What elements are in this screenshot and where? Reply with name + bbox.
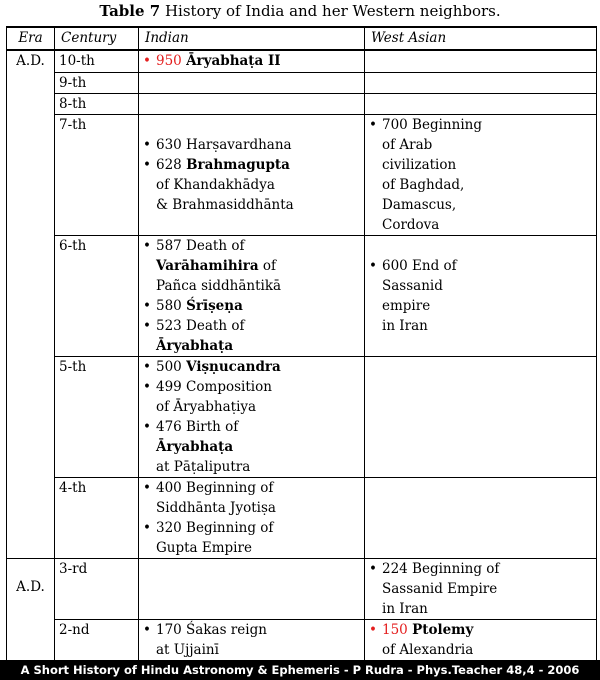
bullet-icon: • [369, 560, 377, 577]
era-cell-top [7, 50, 55, 558]
era-cell-bottom [7, 558, 55, 663]
event-year: 580 [156, 297, 182, 314]
bullet-icon: • [143, 317, 151, 334]
bullet-icon: • [143, 418, 151, 435]
list-item [143, 377, 360, 397]
table-row [7, 619, 597, 663]
table-label: Table 7 [99, 2, 161, 20]
table-row [7, 477, 597, 558]
bullet-icon: • [143, 621, 151, 638]
indian-cell [139, 50, 365, 72]
person-name: Ptolemy [412, 621, 474, 638]
event-text: of [262, 257, 277, 274]
table-row [7, 93, 597, 114]
indian-cell [139, 356, 365, 477]
event-detail: of Alexandria [382, 641, 474, 658]
event-detail: Pañca siddhāntikā [156, 277, 282, 294]
west-cell [365, 93, 597, 114]
list-item [143, 417, 360, 437]
century-cell: 2-nd [55, 619, 139, 663]
bullet-icon: • [143, 519, 151, 536]
indian-cell [139, 235, 365, 356]
list-item [143, 478, 360, 498]
event-detail: of Āryabhaṭiya [156, 398, 257, 415]
event-text: 476 Birth of [156, 418, 239, 435]
century-cell: 10-th [55, 50, 139, 72]
west-cell [365, 619, 597, 663]
bullet-icon: • [369, 257, 377, 274]
indian-cell [139, 93, 365, 114]
history-table [6, 26, 597, 664]
bullet-icon: • [143, 156, 151, 173]
table-title [0, 2, 600, 20]
century-cell: 9-th [55, 72, 139, 93]
person-name: Āryabhaṭa [156, 438, 234, 455]
century-cell: 8-th [55, 93, 139, 114]
event-detail: Sassanid Empire [382, 580, 498, 597]
list-item [143, 296, 360, 316]
header-west-asian: West Asian [365, 27, 597, 50]
event-year: 950 [156, 53, 182, 69]
person-name: Varāhamihira [156, 257, 259, 274]
footer-citation: A Short History of Hindu Astronomy & Ephemeris - P Rudra - Phys.Teacher 48,4 - 2006 [0, 660, 600, 680]
table-row [7, 50, 597, 72]
event-text: 170 Śakas reign [156, 621, 267, 638]
bullet-icon: • [369, 621, 377, 638]
header-row [7, 27, 597, 50]
person-name: Āryabhaṭa II [186, 53, 281, 69]
bullet-icon: • [143, 297, 151, 314]
event-text: 587 Death of [156, 237, 245, 254]
person-name: Viṣṇucandra [186, 358, 281, 375]
event-year: 150 [382, 621, 408, 638]
indian-cell [139, 114, 365, 235]
bullet-icon: • [143, 53, 151, 69]
list-item [143, 316, 360, 336]
list-item [369, 115, 592, 135]
table-row [7, 114, 597, 235]
century-cell: 5-th [55, 356, 139, 477]
west-cell [365, 114, 597, 235]
event-detail: in Iran [382, 600, 428, 617]
table-caption: History of India and her Western neighbors. [164, 2, 501, 20]
indian-cell [139, 477, 365, 558]
event-text: 320 Beginning of [156, 519, 274, 536]
indian-cell [139, 558, 365, 619]
person-name: Āryabhaṭa [156, 337, 234, 354]
event-text: 400 Beginning of [156, 479, 274, 496]
list-item [143, 357, 360, 377]
event-detail: & Brahmasiddhānta [156, 196, 294, 213]
era-label: A.D. [16, 578, 45, 595]
event-year: 500 [156, 358, 182, 375]
event-detail: at Pāṭaliputra [156, 458, 251, 475]
list-item [369, 620, 592, 640]
event-detail: Cordova [382, 216, 440, 233]
event-detail: Damascus, [382, 196, 457, 213]
event-detail: in Iran [382, 317, 428, 334]
west-cell [365, 356, 597, 477]
event-detail: Siddhānta Jyotiṣa [156, 499, 276, 516]
indian-cell [139, 619, 365, 663]
event-text: 224 Beginning of [382, 560, 500, 577]
event-detail: Sassanid [382, 277, 443, 294]
west-cell [365, 235, 597, 356]
person-name: Śrīṣeṇa [186, 297, 243, 314]
bullet-icon: • [143, 378, 151, 395]
event-text: 523 Death of [156, 317, 245, 334]
event-detail: civilization [382, 156, 457, 173]
west-cell [365, 558, 597, 619]
event-detail: of Baghdad, [382, 176, 465, 193]
event-detail: of Arab [382, 136, 433, 153]
list-item [143, 620, 360, 640]
event-detail: empire [382, 297, 431, 314]
bullet-icon: • [143, 358, 151, 375]
event-detail: at Ujjainī [156, 641, 219, 658]
century-cell: 3-rd [55, 558, 139, 619]
table-row [7, 72, 597, 93]
indian-cell [139, 72, 365, 93]
era-label: A.D. [16, 53, 45, 69]
event-detail: Gupta Empire [156, 539, 252, 556]
event-text: 499 Composition [156, 378, 272, 395]
event-text: 600 End of [382, 257, 457, 274]
list-item [369, 559, 592, 579]
bullet-icon: • [143, 237, 151, 254]
list-item [143, 518, 360, 538]
event-detail: of Khandakhādya [156, 176, 275, 193]
table-row [7, 558, 597, 619]
century-cell: 7-th [55, 114, 139, 235]
bullet-icon: • [369, 116, 377, 133]
person-name: Brahmagupta [186, 156, 290, 173]
event-text: 700 Beginning [382, 116, 482, 133]
bullet-icon: • [143, 136, 151, 153]
list-item [143, 155, 360, 175]
century-cell: 4-th [55, 477, 139, 558]
west-cell [365, 50, 597, 72]
header-indian: Indian [139, 27, 365, 50]
list-item [369, 256, 592, 276]
bullet-icon: • [143, 479, 151, 496]
list-item [143, 51, 360, 71]
header-century: Century [55, 27, 139, 50]
century-cell: 6-th [55, 235, 139, 356]
table-row [7, 235, 597, 356]
header-era: Era [7, 27, 55, 50]
event-detail [143, 256, 360, 276]
west-cell [365, 72, 597, 93]
event-year: 628 [156, 156, 182, 173]
table-row [7, 356, 597, 477]
event-text: 630 Harṣavardhana [156, 136, 292, 153]
list-item [143, 135, 360, 155]
west-cell [365, 477, 597, 558]
list-item [143, 236, 360, 256]
